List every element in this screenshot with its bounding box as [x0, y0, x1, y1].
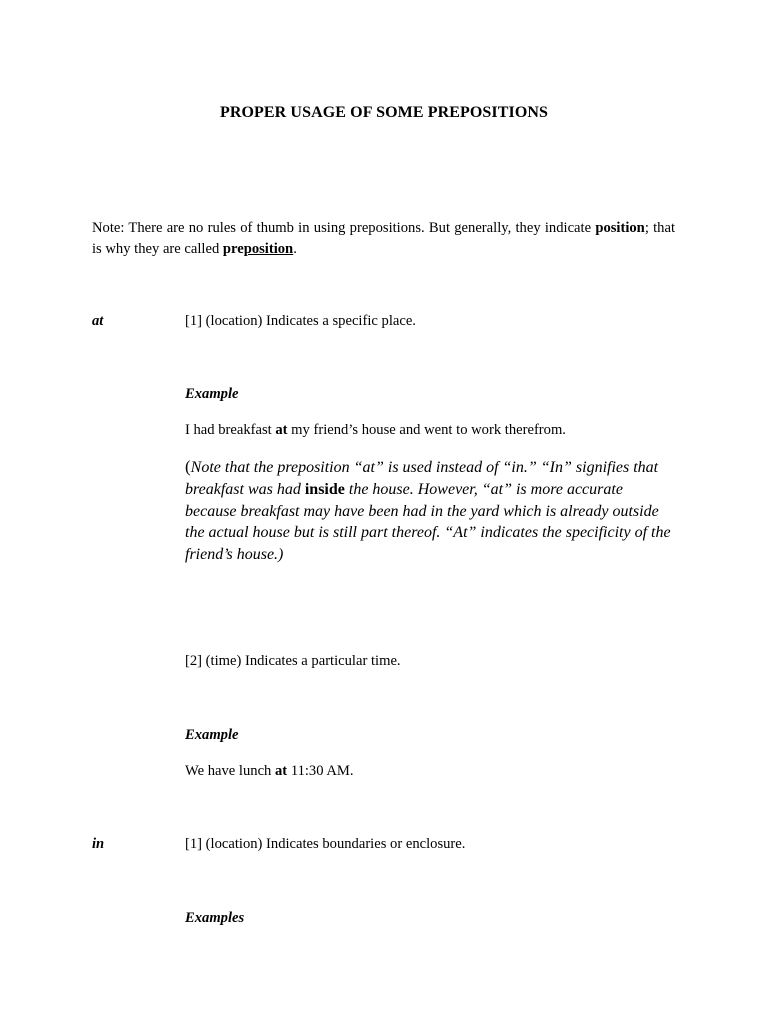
- at-example-1: [185, 422, 566, 439]
- note-text-1: Note: There are no rules of thumb in using prepositions. But generally, they indicate: [92, 220, 596, 236]
- at-explanation-part-1: Note that the preposition “at” is used instead of “in.” “In” signifies that breakfast was had: [185, 459, 659, 498]
- at-sense-1: [1] (location) Indicates a specific place.: [185, 313, 416, 329]
- at-example-1-after: my friend’s house and went to work therefrom.: [287, 422, 566, 438]
- note-preposition-word: [223, 241, 293, 257]
- note-prep-underlined: position: [243, 241, 294, 257]
- at-explanation-part-2: the house. However, “at” is more accurate because breakfast may have been had in the yard which is already outside the actual house but is still part thereof. “At” indicates the specificity of the friend’s house.): [185, 480, 671, 564]
- at-example-heading-2: Example: [185, 727, 239, 743]
- at-explanation-bold: inside: [304, 480, 345, 498]
- intro-note: [92, 218, 675, 260]
- at-example-heading-1: Example: [185, 386, 239, 402]
- at-sense-2: [2] (time) Indicates a particular time.: [185, 653, 401, 669]
- at-example-2: [185, 763, 354, 780]
- in-example-heading: Examples: [185, 910, 245, 926]
- at-explanation-open: (: [185, 457, 191, 476]
- in-sense-1: [1] (location) Indicates boundaries or enclosure.: [185, 836, 466, 852]
- note-bold-position: position: [595, 220, 645, 236]
- at-example-2-before: We have lunch: [185, 763, 275, 779]
- at-example-1-bold: at: [275, 422, 288, 438]
- at-explanation: [185, 456, 675, 566]
- page-title: PROPER USAGE OF SOME PREPOSITIONS: [219, 104, 549, 121]
- at-example-1-before: I had breakfast: [185, 422, 276, 438]
- note-text-3: .: [293, 241, 297, 257]
- note-prep-prefix: pre: [222, 241, 244, 257]
- term-at: at: [92, 313, 104, 329]
- note-text-2: ; that is why they are called: [92, 220, 676, 257]
- at-example-2-after: 11:30 AM.: [287, 763, 354, 779]
- at-example-2-bold: at: [275, 763, 288, 779]
- term-in: in: [92, 836, 105, 852]
